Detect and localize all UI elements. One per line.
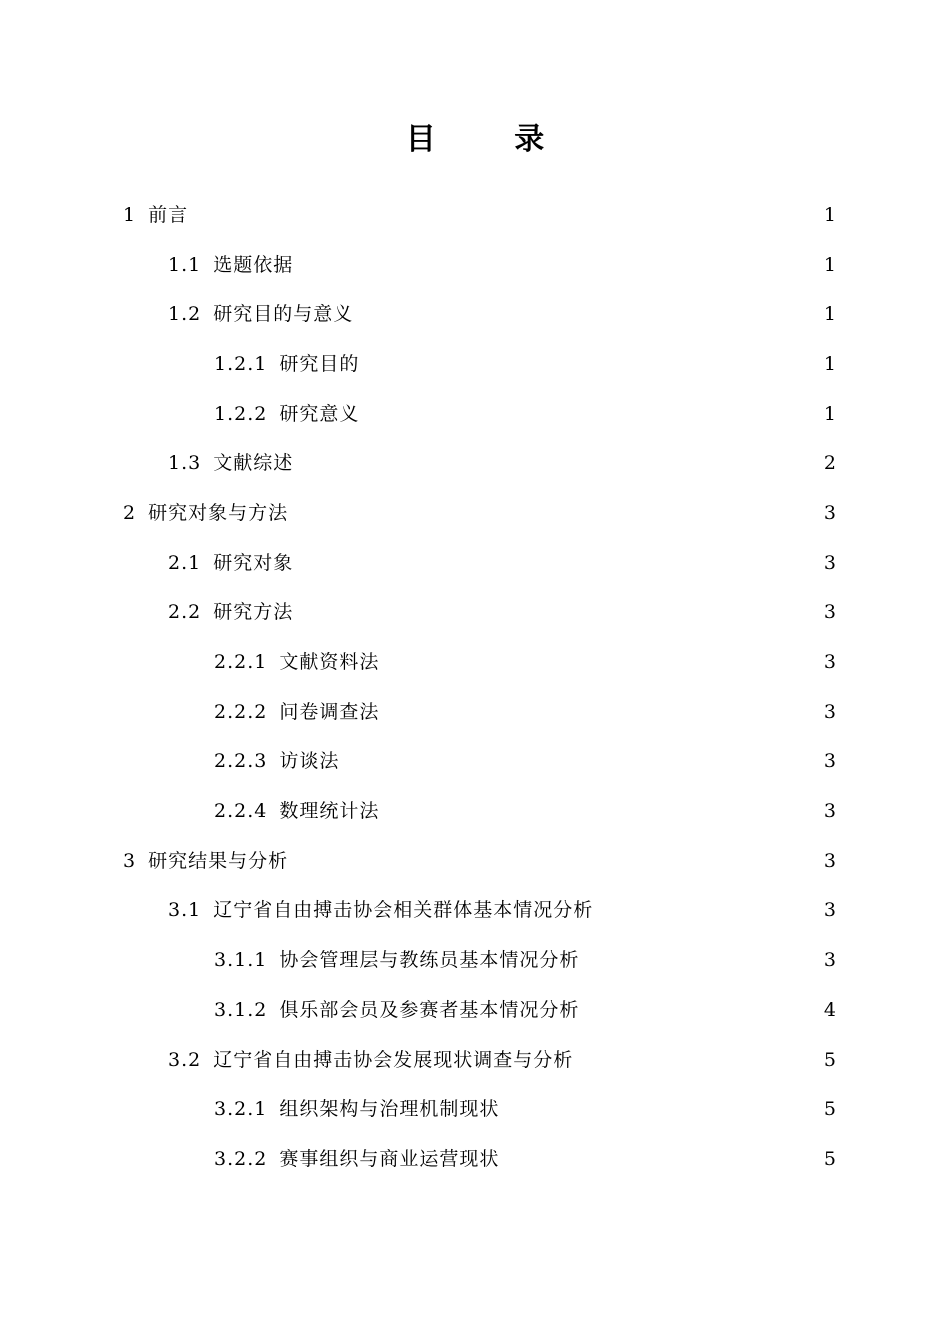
toc-entry-title: 研究方法 [213, 601, 294, 624]
dot-leader [341, 748, 820, 774]
toc-entry-number: 3.2.1 [214, 1098, 268, 1121]
toc-entry-page-number: 2 [823, 452, 836, 475]
toc-entry[interactable] [0, 488, 950, 538]
toc-entry-title: 研究目的与意义 [213, 303, 354, 326]
toc-list [0, 190, 950, 1184]
toc-entry[interactable] [0, 190, 950, 240]
toc-entry-number: 2.2.2 [214, 700, 268, 723]
toc-entry-number: 3.2 [168, 1048, 202, 1071]
toc-entry-page-number: 3 [823, 501, 836, 524]
toc-entry-number: 2.2.1 [214, 651, 268, 674]
dot-leader [595, 897, 820, 923]
dot-leader [295, 252, 820, 278]
toc-entry[interactable] [0, 1035, 950, 1085]
toc-entry-page-number: 3 [823, 899, 836, 922]
toc-entry[interactable] [0, 339, 950, 389]
toc-entry[interactable] [0, 588, 950, 638]
toc-entry-title: 研究目的 [279, 352, 360, 375]
toc-entry[interactable] [0, 886, 950, 936]
toc-entry-page-number: 1 [823, 203, 836, 226]
toc-entry-page-number: 3 [823, 700, 836, 723]
toc-entry-title: 研究对象与方法 [148, 501, 289, 524]
toc-entry-number: 1.3 [168, 452, 202, 475]
toc-entry[interactable] [0, 289, 950, 339]
toc-entry-number: 3.1.2 [214, 998, 268, 1021]
dot-leader [575, 1047, 820, 1073]
toc-entry-number: 2.2.3 [214, 750, 268, 773]
dot-leader [190, 202, 820, 228]
toc-entry-number: 3.1.1 [214, 949, 268, 972]
dot-leader [361, 351, 820, 377]
toc-entry[interactable] [0, 935, 950, 985]
toc-entry-title: 辽宁省自由搏击协会发展现状调查与分析 [213, 1048, 574, 1071]
toc-entry-number: 1.2.2 [214, 402, 268, 425]
toc-entry-page-number: 1 [823, 352, 836, 375]
toc-entry-page-number: 3 [823, 551, 836, 574]
toc-entry-page-number: 5 [823, 1147, 836, 1170]
toc-entry[interactable] [0, 389, 950, 439]
toc-entry-title: 俱乐部会员及参赛者基本情况分析 [279, 998, 580, 1021]
toc-entry-number: 2 [123, 501, 137, 524]
toc-entry-number: 1.2 [168, 303, 202, 326]
toc-entry-number: 2.2 [168, 601, 202, 624]
toc-entry[interactable] [0, 538, 950, 588]
toc-entry-page-number: 5 [823, 1098, 836, 1121]
toc-entry-title: 选题依据 [213, 253, 294, 276]
dot-leader [381, 699, 820, 725]
toc-entry-number: 2.2.4 [214, 800, 268, 823]
toc-entry[interactable] [0, 240, 950, 290]
toc-entry-page-number: 1 [823, 402, 836, 425]
toc-entry-title: 研究对象 [213, 551, 294, 574]
dot-leader [295, 550, 820, 576]
dot-leader [501, 1146, 820, 1172]
toc-entry-number: 3.1 [168, 899, 202, 922]
toc-entry-number: 2.1 [168, 551, 202, 574]
toc-entry-page-number: 5 [823, 1048, 836, 1071]
toc-entry-title: 研究结果与分析 [148, 849, 289, 872]
dot-leader [295, 599, 820, 625]
toc-entry-title: 文献综述 [213, 452, 294, 475]
toc-entry-title: 辽宁省自由搏击协会相关群体基本情况分析 [213, 899, 594, 922]
toc-entry[interactable] [0, 836, 950, 886]
toc-entry[interactable] [0, 1134, 950, 1184]
toc-entry-page-number: 1 [823, 303, 836, 326]
toc-entry-title: 数理统计法 [279, 800, 380, 823]
toc-entry[interactable] [0, 985, 950, 1035]
toc-entry[interactable] [0, 438, 950, 488]
toc-entry-page-number: 3 [823, 800, 836, 823]
toc-entry-page-number: 3 [823, 651, 836, 674]
toc-entry-title: 访谈法 [279, 750, 340, 773]
toc-entry-page-number: 1 [823, 253, 836, 276]
dot-leader [381, 798, 820, 824]
toc-entry-page-number: 3 [823, 949, 836, 972]
toc-entry-title: 前言 [148, 203, 189, 226]
toc-entry-title: 组织架构与治理机制现状 [279, 1098, 500, 1121]
toc-entry[interactable] [0, 737, 950, 787]
dot-leader [381, 649, 820, 675]
dot-leader [290, 848, 820, 874]
toc-entry[interactable] [0, 687, 950, 737]
toc-entry-number: 1.2.1 [214, 352, 268, 375]
dot-leader [290, 500, 820, 526]
dot-leader [295, 450, 820, 476]
dot-leader [361, 401, 820, 427]
toc-entry-number: 3 [123, 849, 137, 872]
page-title: 目 录 [405, 122, 579, 157]
toc-entry-title: 协会管理层与教练员基本情况分析 [279, 949, 580, 972]
toc-entry-title: 文献资料法 [279, 651, 380, 674]
toc-entry[interactable] [0, 1084, 950, 1134]
toc-entry-title: 研究意义 [279, 402, 360, 425]
toc-entry-title: 问卷调查法 [279, 700, 380, 723]
toc-entry-page-number: 3 [823, 601, 836, 624]
toc-entry-page-number: 3 [823, 849, 836, 872]
toc-entry[interactable] [0, 637, 950, 687]
dot-leader [581, 997, 820, 1023]
dot-leader [355, 301, 820, 327]
dot-leader [581, 947, 820, 973]
toc-entry[interactable] [0, 786, 950, 836]
toc-entry-page-number: 4 [823, 998, 836, 1021]
toc-entry-number: 1.1 [168, 253, 202, 276]
toc-entry-number: 1 [123, 203, 137, 226]
toc-entry-number: 3.2.2 [214, 1147, 268, 1170]
toc-entry-title: 赛事组织与商业运营现状 [279, 1147, 500, 1170]
toc-entry-page-number: 3 [823, 750, 836, 773]
dot-leader [501, 1096, 820, 1122]
